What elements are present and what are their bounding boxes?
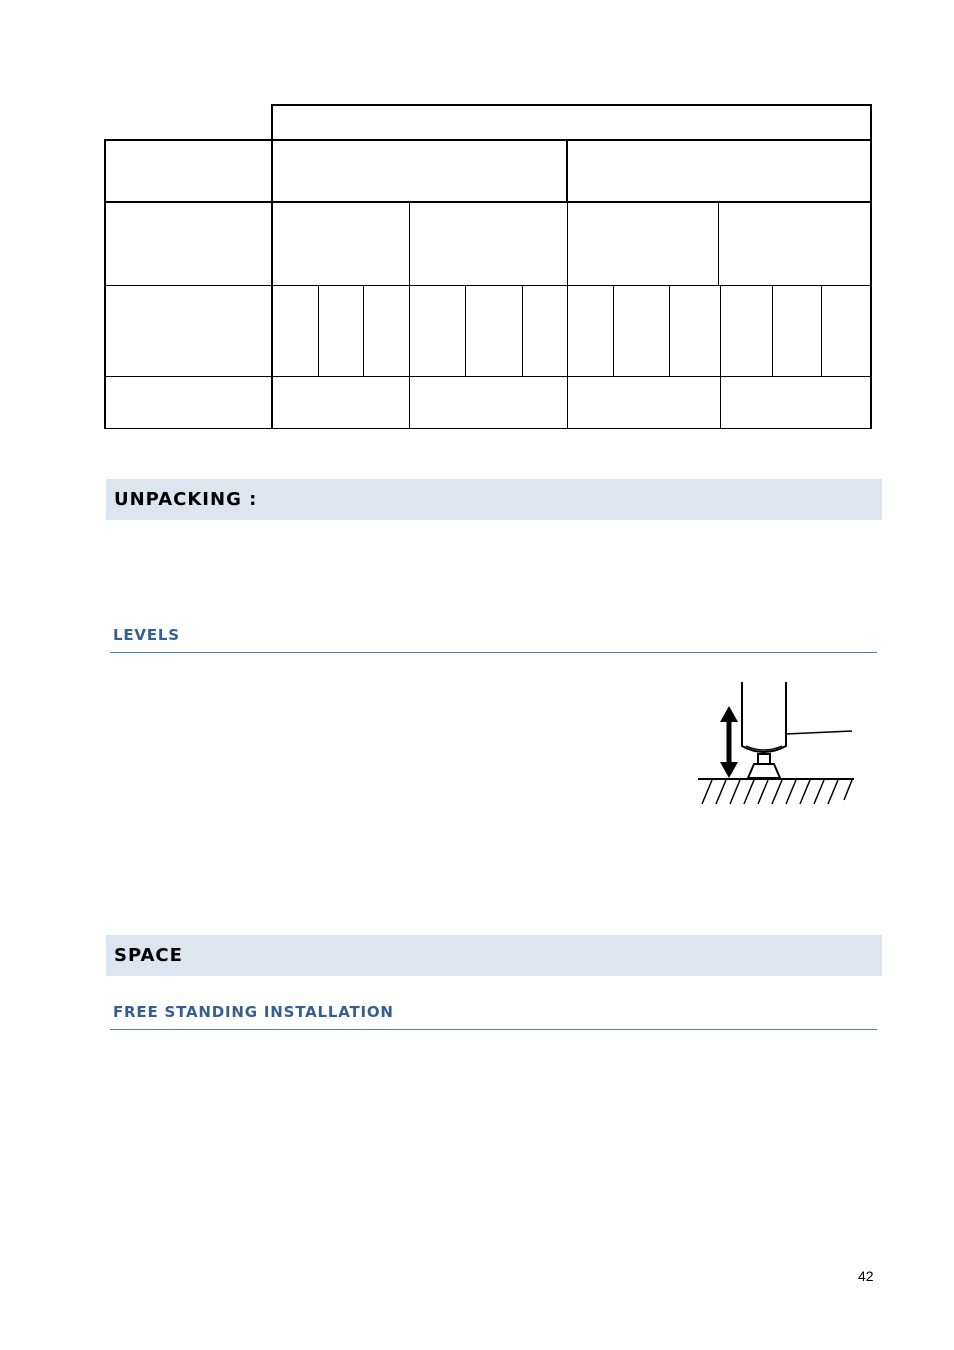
- table-rule: [522, 285, 523, 377]
- table-rule: [772, 285, 773, 377]
- table-rule: [104, 201, 872, 203]
- table-rule: [821, 285, 822, 377]
- table-rule: [363, 285, 364, 377]
- section-header-unpacking: [106, 479, 882, 520]
- table-rule: [870, 104, 872, 429]
- section-header-space: [106, 935, 882, 976]
- table-rule: [613, 285, 614, 377]
- table-rule: [669, 285, 670, 377]
- section-title: UNPACKING :: [114, 489, 258, 510]
- table-rule: [104, 139, 106, 429]
- table-rule: [271, 104, 273, 429]
- section-title: SPACE: [114, 945, 183, 966]
- table-rule: [720, 285, 721, 429]
- table-rule: [566, 139, 568, 203]
- subheading-rule: [110, 652, 877, 653]
- table-rule: [104, 428, 872, 429]
- adjustable-foot-icon: [698, 680, 856, 808]
- subheading-rule: [110, 1029, 877, 1030]
- table-rule: [567, 201, 568, 429]
- table-rule: [318, 285, 319, 377]
- table-rule: [718, 201, 719, 286]
- table-rule: [104, 376, 872, 377]
- table-rule: [272, 104, 872, 106]
- table-rule: [409, 201, 410, 429]
- subheading-free-standing-installation: FREE STANDING INSTALLATION: [113, 1003, 394, 1021]
- table-rule: [104, 285, 872, 286]
- subheading-levels: LEVELS: [113, 626, 180, 644]
- table-rule: [465, 285, 466, 377]
- table-rule: [104, 139, 872, 141]
- page-number: 42: [858, 1268, 874, 1284]
